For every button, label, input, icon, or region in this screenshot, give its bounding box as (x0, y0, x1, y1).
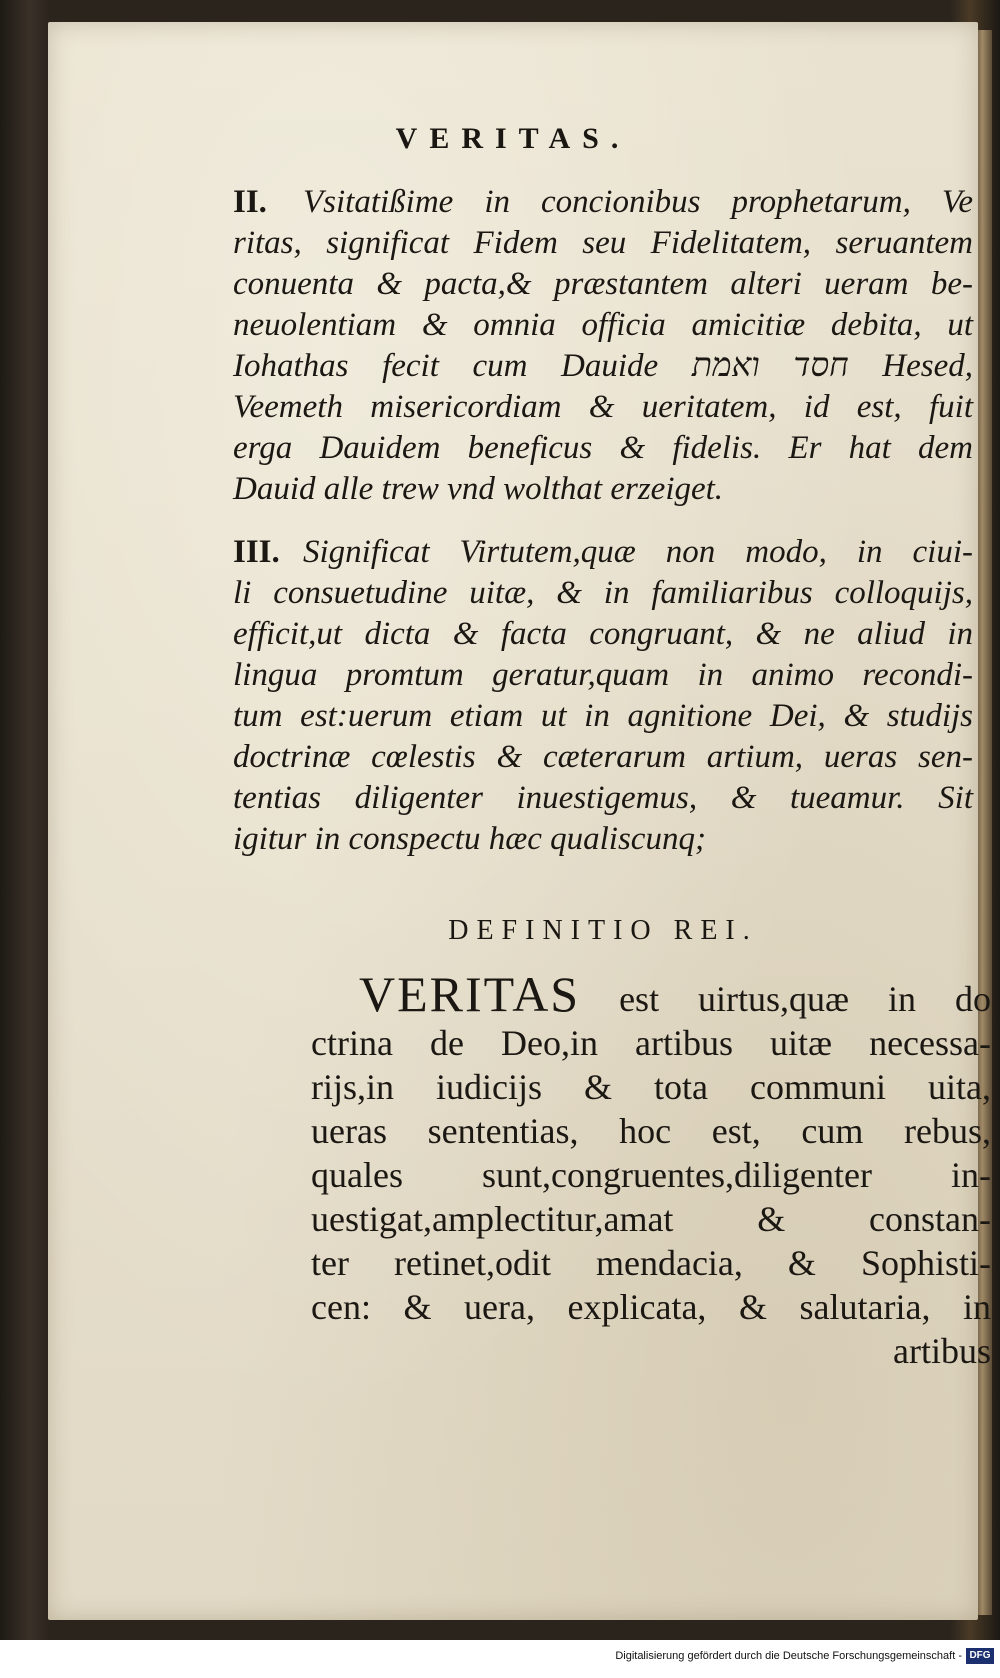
definition-heading: DEFINITIO REI. (448, 915, 758, 946)
definition-line: cen: & uera, explicata, & salutaria, in (311, 1287, 991, 1327)
definition-paragraph (311, 966, 991, 1373)
definition-first-word: VERITAS (359, 966, 581, 1022)
definition-line: ctrina de Deo,in artibus uitæ necessa- (311, 1023, 991, 1063)
section-3-line: lingua promtum geratur,quam in animo recondi- (233, 657, 973, 693)
section-3-line: Significat Virtutem,quæ non modo, in ciui- (303, 534, 973, 570)
footer-credit: Digitalisierung gefördert durch die Deutsche Forschungsgemeinschaft - (615, 1650, 962, 1662)
page-edge (976, 30, 992, 1615)
section-3-line: doctrinæ cœlestis & cæterarum artium, ueras sen- (233, 739, 973, 775)
definition-line: rijs,in iudicijs & tota communi uita, (311, 1067, 991, 1107)
section-2-line: conuenta & pacta,& præstantem alteri ueram be- (233, 266, 973, 302)
section-2-line: ritas, significat Fidem seu Fidelitatem, seruantem (233, 225, 973, 261)
section-2-number: II. (233, 184, 267, 220)
section-3-line: efficit,ut dicta & facta congruant, & ne aliud in (233, 616, 973, 652)
section-3-line: li consuetudine uitæ, & in familiaribus colloquijs, (233, 575, 973, 611)
section-2-line: Iohathas fecit cum Dauide חסד ואמת Hesed, (233, 348, 973, 384)
section-2-line: neuolentiam & omnia officia amicitiæ debita, ut (233, 307, 973, 343)
section-2-line: Dauid alle trew vnd wolthat erzeiget. (233, 471, 724, 507)
definition-line: ueras sententias, hoc est, cum rebus, (311, 1111, 991, 1151)
section-3-line: igitur in conspectu hæc qualiscunq; (233, 821, 706, 857)
definition-line: quales sunt,congruentes,diligenter in- (311, 1155, 991, 1195)
definition-line: uestigat,amplectitur,amat & constan- (311, 1199, 991, 1239)
definition-line: ter retinet,odit mendacia, & Sophisti- (311, 1243, 991, 1283)
section-2-line: Veemeth misericordiam & ueritatem, id est, fuit (233, 389, 973, 425)
section-3-number: III. (233, 534, 280, 570)
book-page (48, 22, 991, 1620)
section-2-paragraph (233, 182, 973, 510)
dfg-logo[interactable]: DFG (966, 1648, 994, 1664)
definition-line: est uirtus,quæ in do (619, 979, 991, 1019)
section-2-line: Vsitatißime in concionibus prophetarum, Ve (303, 184, 973, 220)
running-head: VERITAS. (395, 122, 631, 155)
section-2-line: erga Dauidem beneficus & fidelis. Er hat dem (233, 430, 973, 466)
section-3-line: tentias diligenter inuestigemus, & tueamur. Sit (233, 780, 973, 816)
digitization-footer (0, 1640, 1000, 1678)
section-3-line: tum est:uerum etiam ut in agnitione Dei, & studijs (233, 698, 973, 734)
catchword: artibus (893, 1331, 991, 1371)
section-3-paragraph (233, 532, 973, 860)
